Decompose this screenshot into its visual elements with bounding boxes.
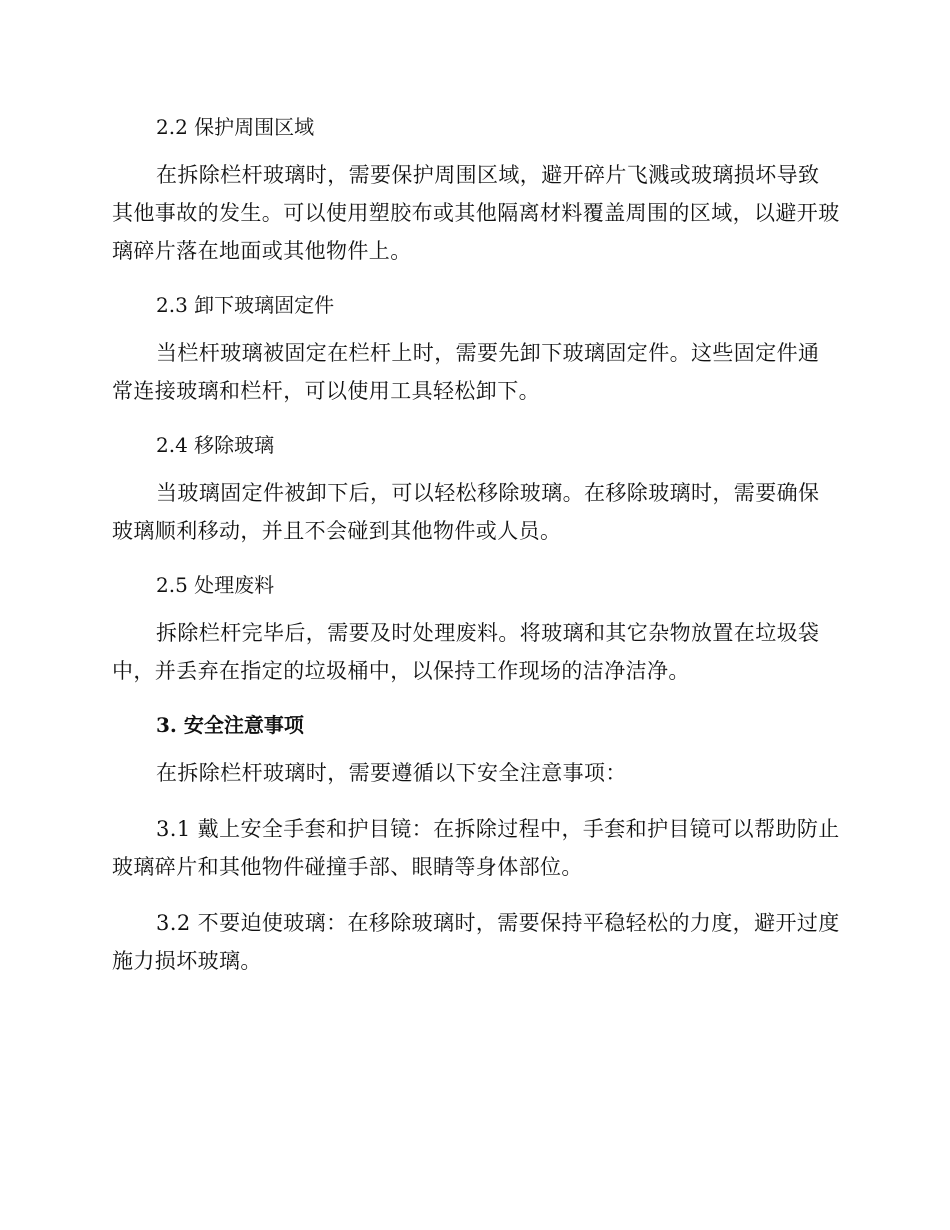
paragraph-safety-3-2: 3.2 不要迫使玻璃：在移除玻璃时，需要保持平稳轻松的力度，避开过度施力损坏玻璃。 [112, 911, 840, 973]
paragraph-waste-handling: 拆除栏杆完毕后，需要及时处理废料。将玻璃和其它杂物放置在垃圾袋中，并丢弃在指定的垃圾桶中，以保持工作现场的洁净洁净。 [112, 621, 820, 683]
section-heading-2-5: 2.5 处理废料 [156, 573, 275, 597]
document-body [112, 110, 840, 980]
section-heading-2-3: 2.3 卸下玻璃固定件 [156, 293, 335, 317]
paragraph-protect-area: 在拆除栏杆玻璃时，需要保护周围区域，避开碎片飞溅或玻璃损坏导致其他事故的发生。可以使用塑胶布或其他隔离材料覆盖周围的区域，以避开玻璃碎片落在地面或其他物件上。 [112, 163, 840, 263]
section-heading-3: 3. 安全注意事项 [156, 713, 304, 737]
section-heading-2-2: 2.2 保护周围区域 [156, 115, 315, 139]
paragraph-remove-glass: 当玻璃固定件被卸下后，可以轻松移除玻璃。在移除玻璃时，需要确保玻璃顺利移动，并且不会碰到其他物件或人员。 [112, 481, 820, 543]
section-heading-2-4: 2.4 移除玻璃 [156, 433, 275, 457]
paragraph-safety-intro: 在拆除栏杆玻璃时，需要遵循以下安全注意事项： [156, 761, 627, 785]
paragraph-safety-3-1: 3.1 戴上安全手套和护目镜：在拆除过程中，手套和护目镜可以帮助防止玻璃碎片和其他物件碰撞手部、眼睛等身体部位。 [112, 817, 840, 879]
paragraph-remove-fixings: 当栏杆玻璃被固定在栏杆上时，需要先卸下玻璃固定件。这些固定件通常连接玻璃和栏杆，可以使用工具轻松卸下。 [112, 341, 820, 403]
